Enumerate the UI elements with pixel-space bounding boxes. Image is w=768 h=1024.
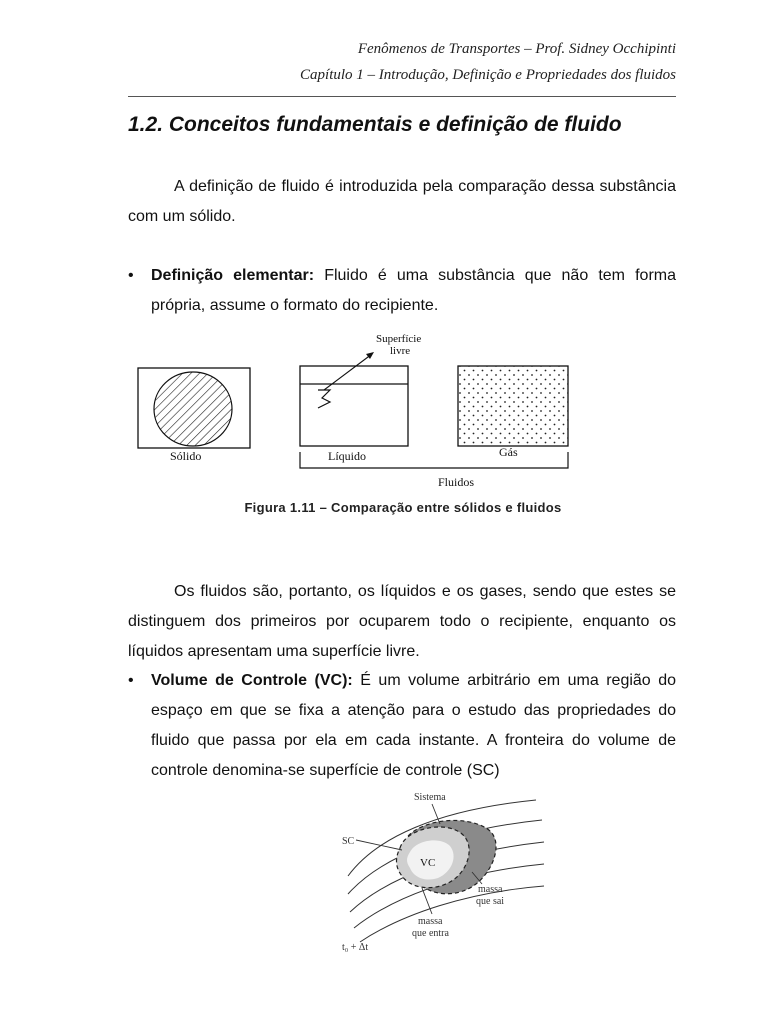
label-massa-sai-1: massa (478, 884, 503, 895)
intro-paragraph: A definição de fluido é introduzida pela comparação dessa substância com um sólido. (128, 178, 676, 225)
solid-container (138, 368, 250, 448)
label-livre: livre (390, 345, 411, 357)
label-time: t₀ + Δt (342, 942, 369, 953)
label-gas: Gás (499, 445, 518, 459)
label-vc: VC (420, 857, 436, 869)
bullet-dot: • (128, 672, 134, 689)
paragraph-fluidos: Os fluidos são, portanto, os líquidos e os gases, sendo que estes se distinguem dos primeiros por ocuparem todo o recipiente, enquanto os líquidos apresentam uma superfície livre. (128, 583, 676, 660)
header-chapter-title: Capítulo 1 – Introdução, Definição e Propriedades dos fluidos (300, 67, 676, 83)
gas-container (458, 366, 568, 446)
label-solido: Sólido (170, 449, 202, 463)
figure-solid-fluid-comparison (134, 328, 574, 493)
label-liquido: Líquido (328, 449, 366, 463)
bullet-term: Volume de Controle (VC): (151, 672, 353, 689)
label-sc: SC (342, 836, 355, 847)
label-massa-sai-2: que sai (476, 896, 505, 907)
liquid-container (300, 352, 408, 446)
section-title: 1.2. Conceitos fundamentais e definição de fluido (128, 113, 622, 136)
bullet-text (151, 261, 676, 321)
figure1-caption: Figura 1.11 – Comparação entre sólidos e fluidos (244, 500, 562, 515)
bullet-body: Fluido é uma substância que não tem forma própria, assume o formato do recipiente. (151, 267, 677, 314)
bullet-body: É um volume arbitrário em uma região do espaço em que se fixa a atenção para o estudo das propriedades do fluido que passa por ela em cada instante. A fronteira do volume de controle denomina-se superfície de controle (SC) (151, 672, 676, 779)
bullet-dot: • (128, 267, 134, 284)
label-superficie: Superfície (376, 333, 422, 345)
label-massa-entra-1: massa (418, 916, 443, 927)
label-sistema: Sistema (414, 792, 446, 803)
label-massa-entra-2: que entra (412, 928, 449, 939)
header-divider (128, 96, 676, 97)
bullet-term: Definição elementar: (151, 267, 315, 284)
label-fluidos: Fluidos (438, 475, 475, 489)
bullet-text (151, 666, 676, 786)
solid-body (154, 372, 232, 446)
header-course-title: Fenômenos de Transportes – Prof. Sidney Occhipinti (357, 41, 676, 57)
figure-control-volume (336, 788, 548, 954)
